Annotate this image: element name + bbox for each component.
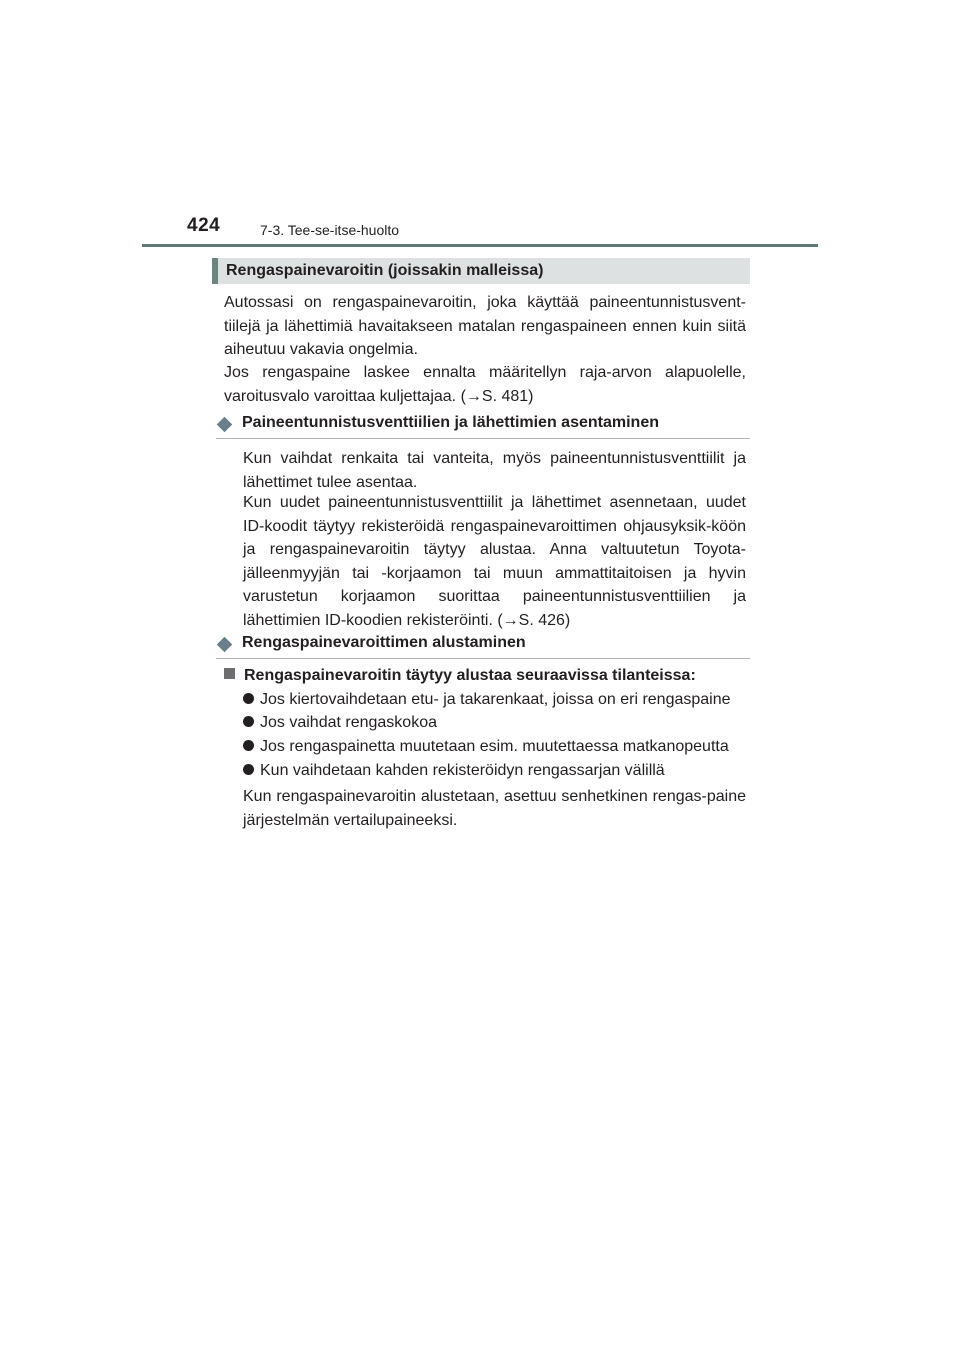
subsection-initialization — [216, 634, 750, 659]
installation-paragraph-2: Kun uudet paineentunnistusventtiilit ja lähettimet asennetaan, uudet ID-koodit täytyy rekisteröidä rengaspainevaroittimen ohjausyksik-köön ja rengaspainevaroitin täytyy alustaa. Anna valtuutetun Toyota-jälleenmyyjän tai -korjaamon tai muun ammattitaitoisen ja hyvin varustetun korjaamon suorittaa paineentunnistusventtiilien ja lähettimien ID-koodien rekisteröinti. (→S. 426) — [243, 494, 746, 629]
list-item — [243, 738, 729, 756]
chapter-title: 7-3. Tee-se-itse-huolto — [260, 222, 400, 238]
list-item — [243, 691, 731, 709]
list-item-text: Jos rengaspainetta muutetaan esim. muutettaessa matkanopeutta — [260, 738, 729, 755]
bullet-dot-icon — [243, 693, 254, 704]
initialization-closing-paragraph: Kun rengaspainevaroitin alustetaan, asettuu senhetkinen rengas-paine järjestelmän vertailupaineeksi. — [243, 788, 746, 829]
diamond-icon — [217, 417, 233, 433]
initialization-heading-text: Rengaspainevaroitin täytyy alustaa seuraavissa tilanteissa: — [244, 667, 696, 684]
list-item-text: Jos kiertovaihdetaan etu- ja takarenkaat, joissa on eri rengaspaine — [260, 691, 731, 708]
subsection-installation-title: Paineentunnistusventtiilien ja lähettimien asentaminen — [242, 414, 659, 431]
intro-paragraph-2: Jos rengaspaine laskee ennalta määritellyn raja-arvon alapuolelle, varoitusvalo varoittaa kuljettajaa. (→S. 481) — [224, 364, 746, 405]
list-item-text: Kun vaihdetaan kahden rekisteröidyn rengassarjan välillä — [260, 762, 665, 779]
section-bar-accent — [212, 258, 218, 284]
bullet-dot-icon — [243, 764, 254, 775]
section-title: Rengaspainevaroitin (joissakin malleissa) — [226, 262, 544, 279]
subsection-initialization-title: Rengaspainevaroittimen alustaminen — [242, 634, 526, 651]
installation-paragraph-1: Kun vaihdat renkaita tai vanteita, myös paineentunnistusventtiilit ja lähettimet tulee asentaa. — [243, 450, 746, 491]
header-rule — [142, 244, 818, 247]
page-number: 424 — [187, 215, 221, 236]
initialization-heading — [224, 667, 696, 685]
section-title-bar — [212, 258, 750, 284]
square-bullet-icon — [224, 668, 235, 679]
list-item — [243, 714, 437, 732]
diamond-icon — [217, 637, 233, 653]
list-item — [243, 762, 665, 780]
bullet-dot-icon — [243, 740, 254, 751]
intro-paragraph-1: Autossasi on rengaspainevaroitin, joka käyttää paineentunnistusvent-tiilejä ja lähettimiä havaitakseen matalan rengaspaineen ennen kuin siitä aiheutuu vakavia ongelmia. — [224, 294, 746, 358]
subsection-installation — [216, 414, 750, 439]
list-item-text: Jos vaihdat rengaskokoa — [260, 714, 437, 731]
bullet-dot-icon — [243, 716, 254, 727]
